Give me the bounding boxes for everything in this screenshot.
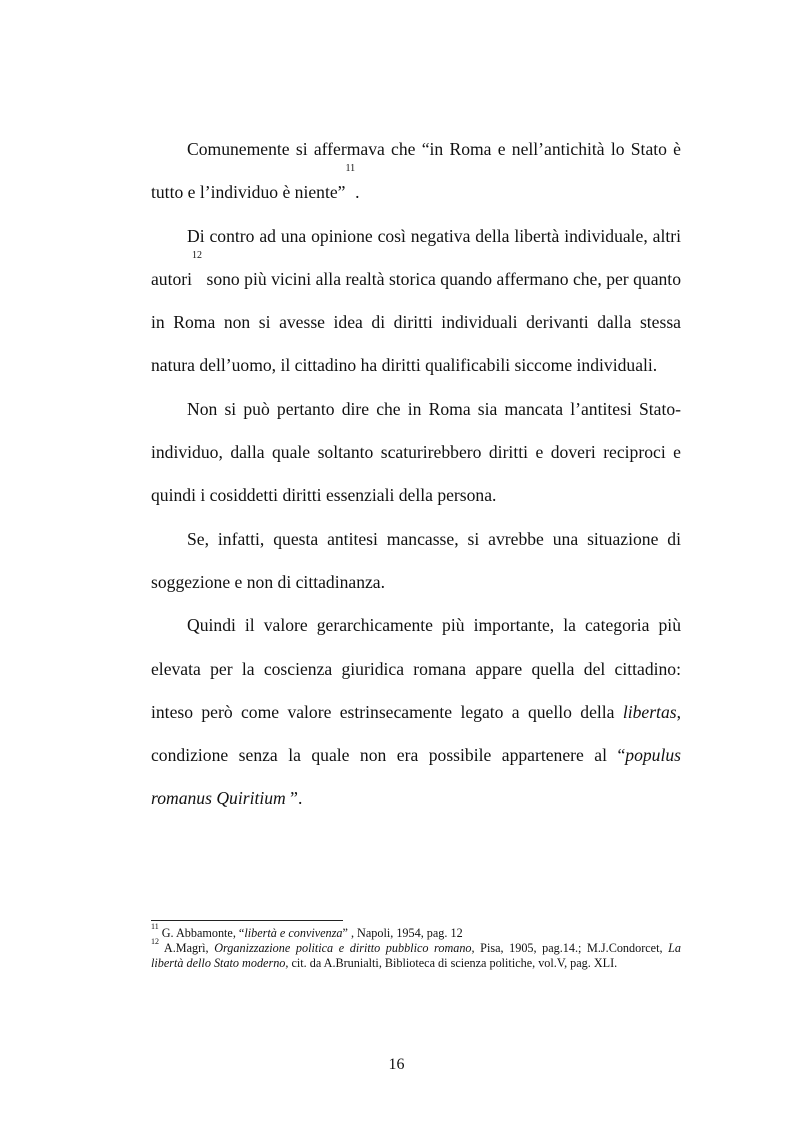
text-segment: Di contro ad una opinione così negativa della libertà individuale, altri autori xyxy=(151,225,681,289)
footnote-reference: 11 xyxy=(151,922,159,931)
text-segment: Quindi il valore gerarchicamente più importante, la categoria più elevata per la coscienza giuridica romana appare quella del cittadino: inteso però come valore estrinsecamente legato a quello della xyxy=(151,615,681,722)
italic-text: Organizzazione politica e diritto pubblico romano, xyxy=(214,941,475,956)
paragraph xyxy=(151,215,681,388)
text-segment: . xyxy=(355,182,360,203)
footnote-reference: 12 xyxy=(192,249,203,261)
italic-text: libertas xyxy=(622,701,677,722)
main-text xyxy=(151,128,681,821)
page-number: 16 xyxy=(388,1056,405,1073)
paragraph xyxy=(151,388,681,518)
text-segment: Comunemente si affermava che “in Roma e nell’antichità lo Stato è tutto e l’individuo è niente” xyxy=(151,139,681,203)
text-segment: , condizione senza la quale non era possibile appartenere al “ xyxy=(151,701,681,766)
paragraph xyxy=(151,128,681,215)
footnote xyxy=(151,922,681,941)
text-segment: G. Abbamonte, “ xyxy=(158,926,245,940)
text-segment: A.Magrì, xyxy=(159,941,215,956)
paragraph xyxy=(151,604,681,820)
footnotes xyxy=(151,922,681,972)
italic-text: libertà e convivenza xyxy=(244,926,343,940)
text-segment: sono più vicini alla realtà storica quando affermano che, per quanto in Roma non si avesse idea di diritti individuali derivanti dalla stessa natura dell’uomo, il cittadino ha diritti qualificabili siccome individuali. xyxy=(151,268,681,376)
text-segment: Se, infatti, questa antitesi mancasse, si avrebbe una situazione di soggezione e non di cittadinanza. xyxy=(151,528,681,592)
text-segment: Pisa, 1905, pag.14.; M.J.Condorcet, xyxy=(474,941,669,956)
text-segment: Non si può pertanto dire che in Roma sia mancata l’antitesi Stato-individuo, dalla quale soltanto scaturirebbero diritti e doveri reciproci e quindi i cosiddetti diritti essenziali della persona. xyxy=(151,398,681,506)
italic-text: populus romanus Quiritium xyxy=(151,745,681,809)
text-segment: ”. xyxy=(285,788,303,809)
footnote-reference: 12 xyxy=(151,937,159,947)
footnote-separator xyxy=(151,920,343,921)
footnote xyxy=(151,937,681,971)
italic-text: La libertà dello Stato moderno, xyxy=(151,941,681,971)
paragraph xyxy=(151,518,681,605)
text-segment: cit. da A.Brunialti, Biblioteca di scienza politiche, vol.V, pag. XLI. xyxy=(288,956,618,971)
text-segment: ” , Napoli, 1954, pag. 12 xyxy=(342,926,463,940)
footnote-reference: 11 xyxy=(345,163,356,175)
